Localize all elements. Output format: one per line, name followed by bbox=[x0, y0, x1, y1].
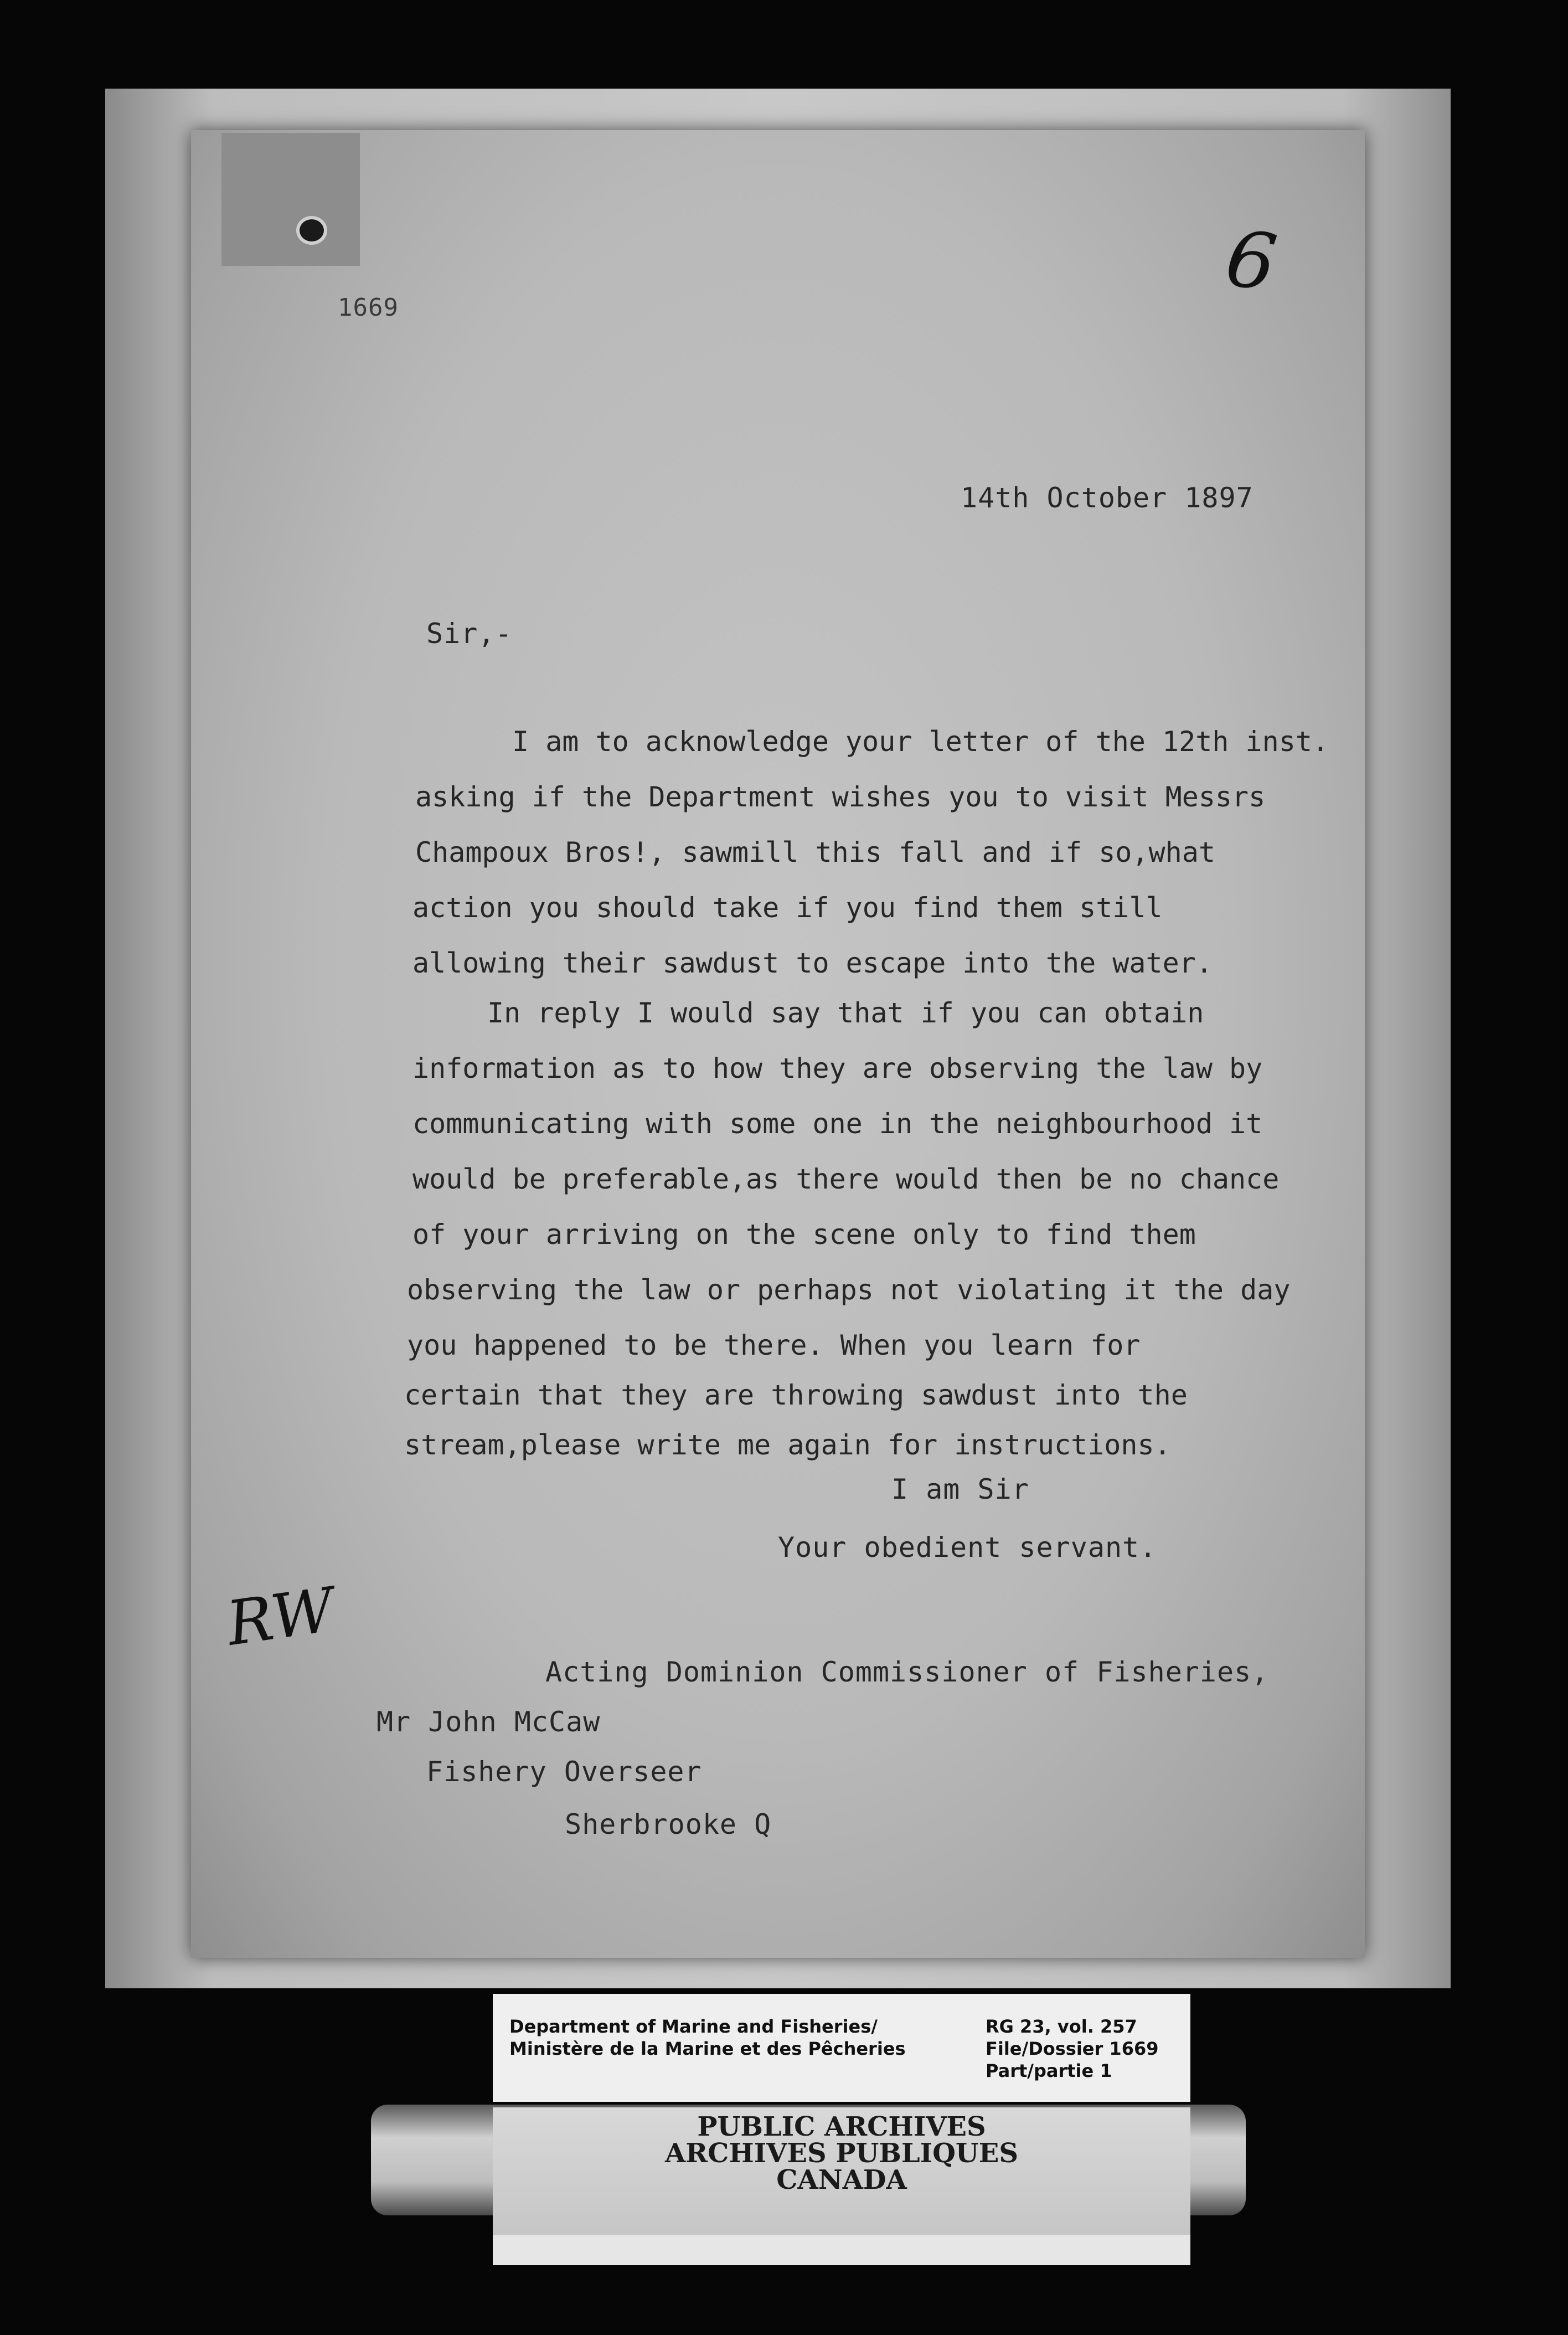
body-line: In reply I would say that if you can obtain bbox=[487, 997, 1204, 1029]
salutation: Sir,- bbox=[426, 618, 513, 650]
body-line: would be preferable,as there would then be no chance bbox=[412, 1163, 1280, 1195]
label-part: Part/partie 1 bbox=[986, 2060, 1112, 2081]
label-record-group: RG 23, vol. 257 bbox=[986, 2016, 1137, 2037]
bottom-strip bbox=[493, 2235, 1190, 2265]
handwritten-mark: 6 bbox=[1220, 213, 1282, 310]
label-file: File/Dossier 1669 bbox=[986, 2038, 1159, 2059]
handwritten-initials: RW bbox=[223, 1574, 339, 1659]
paper-tab bbox=[221, 133, 360, 266]
body-line: asking if the Department wishes you to visit Messrs bbox=[415, 781, 1266, 813]
closing-line: I am Sir bbox=[891, 1473, 1029, 1505]
body-line: of your arriving on the scene only to find them bbox=[412, 1218, 1196, 1251]
label-department-en: Department of Marine and Fisheries/ bbox=[509, 2016, 878, 2037]
body-line: I am to acknowledge your letter of the 12th inst. bbox=[512, 726, 1329, 758]
label-department-fr: Ministère de la Marine et des Pêcheries bbox=[509, 2038, 906, 2059]
signature-title: Acting Dominion Commissioner of Fisheries, bbox=[545, 1656, 1269, 1688]
body-line: observing the law or perhaps not violating it the day bbox=[407, 1274, 1291, 1306]
body-line: you happened to be there. When you learn for bbox=[407, 1329, 1141, 1361]
body-line: action you should take if you find them still bbox=[412, 892, 1163, 924]
body-line: stream,please write me again for instructions. bbox=[404, 1429, 1171, 1461]
addressee-name: Mr John McCaw bbox=[376, 1706, 601, 1738]
letter-date: 14th October 1897 bbox=[961, 482, 1254, 514]
archive-label bbox=[493, 1994, 1190, 2102]
stamp-line-1: PUBLIC ARCHIVES bbox=[697, 2111, 986, 2142]
body-line: communicating with some one in the neighbourhood it bbox=[412, 1108, 1263, 1140]
punch-hole bbox=[296, 216, 327, 245]
body-line: information as to how they are observing the law by bbox=[412, 1052, 1263, 1084]
body-line: certain that they are throwing sawdust into the bbox=[404, 1379, 1188, 1411]
addressee-title: Fishery Overseer bbox=[426, 1756, 702, 1788]
stamp-line-3: CANADA bbox=[776, 2164, 907, 2195]
stamp-line-2: ARCHIVES PUBLIQUES bbox=[665, 2138, 1018, 2169]
file-number: 1669 bbox=[338, 294, 399, 322]
body-line: Champoux Bros!, sawmill this fall and if so,what bbox=[415, 836, 1215, 868]
closing-servant: Your obedient servant. bbox=[778, 1531, 1157, 1563]
addressee-place: Sherbrooke Q bbox=[565, 1808, 772, 1840]
body-line: allowing their sawdust to escape into the water. bbox=[412, 947, 1213, 979]
